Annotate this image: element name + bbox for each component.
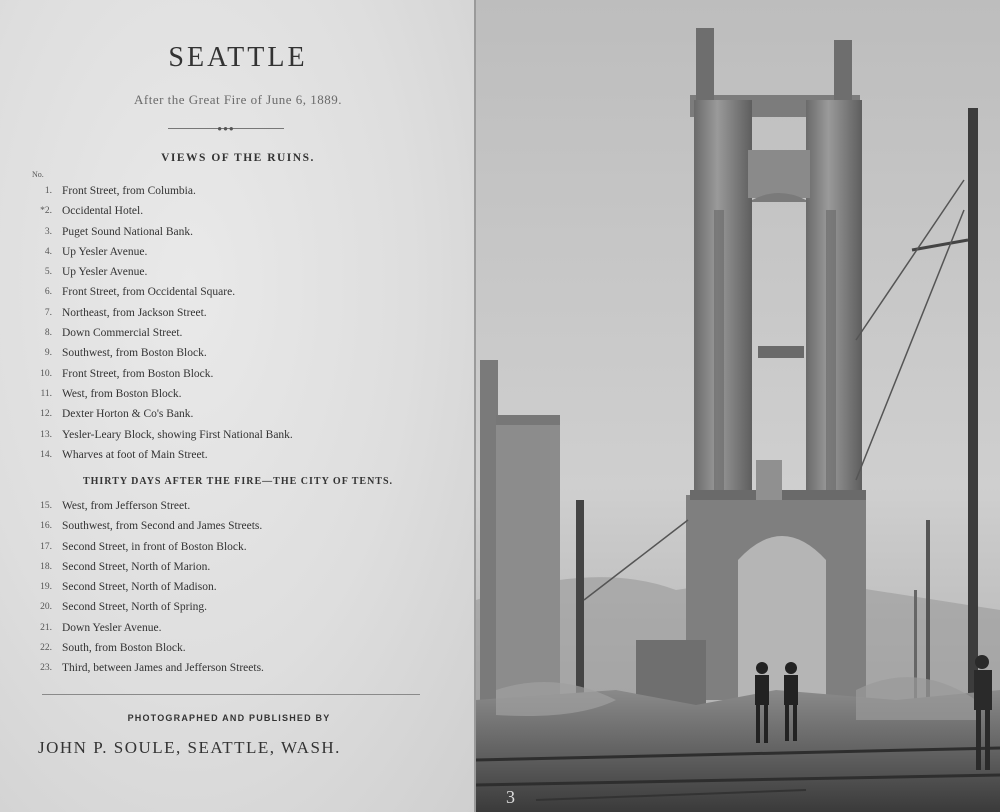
item-caption: Puget Sound National Bank. — [62, 225, 193, 238]
list-item — [0, 537, 476, 557]
divider-ornament: ●●● — [217, 124, 235, 133]
item-caption: Southwest, from Second and James Streets. — [62, 520, 263, 533]
item-number: 19. — [40, 582, 52, 593]
list-item — [0, 638, 476, 658]
plate-number: 3 — [506, 787, 515, 807]
number-column-label: No. — [32, 170, 44, 179]
item-caption: Second Street, North of Madison. — [62, 581, 217, 594]
views-list — [0, 181, 476, 465]
item-number: 11. — [40, 388, 52, 399]
item-number: 20. — [40, 602, 52, 613]
list-item — [0, 343, 476, 363]
page-subtitle: After the Great Fire of June 6, 1889. — [133, 92, 343, 107]
list-item — [0, 242, 476, 262]
item-caption: Occidental Hotel. — [62, 205, 144, 218]
list-item — [0, 496, 476, 516]
item-number: 21. — [40, 622, 52, 633]
item-number: 4. — [44, 246, 52, 257]
item-number: 13. — [40, 429, 52, 440]
item-caption: Up Yesler Avenue. — [62, 266, 148, 279]
item-caption: Northeast, from Jackson Street. — [62, 306, 207, 319]
telegraph-pole — [576, 500, 584, 710]
item-caption: West, from Boston Block. — [62, 387, 182, 400]
item-caption: Second Street, North of Spring. — [62, 601, 208, 614]
item-caption: Yesler-Leary Block, showing First National Bank. — [62, 428, 293, 441]
list-item — [0, 222, 476, 242]
list-item — [0, 577, 476, 597]
item-number: 14. — [40, 449, 52, 460]
footer-rule — [42, 694, 420, 695]
item-caption: Down Yesler Avenue. — [62, 621, 162, 634]
item-number: 18. — [40, 561, 52, 572]
section-heading-tents: THIRTY DAYS AFTER THE FIRE—THE CITY OF TENTS. — [82, 476, 394, 487]
item-caption: Front Street, from Columbia. — [62, 185, 196, 197]
distant-ruin — [496, 420, 560, 700]
item-number: 5. — [44, 267, 52, 278]
item-caption: Up Yesler Avenue. — [62, 245, 148, 258]
distant-chimney — [480, 360, 498, 700]
item-number: 10. — [40, 368, 52, 379]
list-item — [0, 181, 476, 201]
item-number: 3. — [44, 226, 52, 237]
item-number: 22. — [40, 643, 52, 654]
item-caption: Third, between James and Jefferson Streets. — [62, 662, 264, 675]
item-number: *2. — [40, 206, 52, 217]
list-item — [0, 201, 476, 221]
item-caption: Second Street, North of Marion. — [62, 560, 211, 573]
list-item — [0, 404, 476, 424]
list-item — [0, 658, 476, 678]
list-item — [0, 516, 476, 536]
item-caption: Southwest, from Boston Block. — [62, 347, 207, 360]
item-number: 1. — [44, 186, 52, 196]
list-item — [0, 364, 476, 384]
credit-line: PHOTOGRAPHED AND PUBLISHED BY — [127, 713, 331, 723]
photo-plate — [476, 0, 1000, 812]
item-caption: Wharves at foot of Main Street. — [62, 448, 208, 461]
item-number: 15. — [40, 501, 52, 511]
index-page — [0, 0, 476, 812]
list-item — [0, 425, 476, 445]
list-item — [0, 557, 476, 577]
item-number: 8. — [44, 328, 52, 339]
item-caption: South, from Boston Block. — [62, 642, 186, 655]
list-item — [0, 445, 476, 465]
list-item — [0, 323, 476, 343]
item-caption: West, from Jefferson Street. — [62, 500, 191, 512]
item-number: 6. — [44, 287, 52, 298]
list-item — [0, 282, 476, 302]
item-caption: Front Street, from Boston Block. — [62, 367, 214, 380]
item-number: 9. — [44, 348, 52, 359]
tents-list — [0, 496, 476, 679]
publisher-name: JOHN P. SOULE, SEATTLE, WASH. — [38, 738, 341, 757]
list-item — [0, 262, 476, 282]
page-title: SEATTLE — [168, 42, 308, 73]
item-number: 7. — [44, 307, 52, 318]
telegraph-pole — [968, 108, 978, 708]
list-item — [0, 618, 476, 638]
section-heading-ruins: VIEWS OF THE RUINS. — [161, 152, 315, 164]
fire-ruins-photograph — [476, 0, 1000, 812]
item-number: 23. — [40, 663, 52, 674]
list-item — [0, 384, 476, 404]
item-number: 16. — [40, 521, 52, 532]
item-caption: Down Commercial Street. — [62, 327, 183, 340]
item-number: 12. — [40, 409, 52, 420]
item-caption: Second Street, in front of Boston Block. — [62, 540, 247, 553]
item-number: 17. — [40, 541, 52, 552]
list-item — [0, 303, 476, 323]
item-caption: Dexter Horton & Co's Bank. — [62, 408, 194, 421]
list-item — [0, 597, 476, 617]
item-caption: Front Street, from Occidental Square. — [62, 286, 236, 299]
